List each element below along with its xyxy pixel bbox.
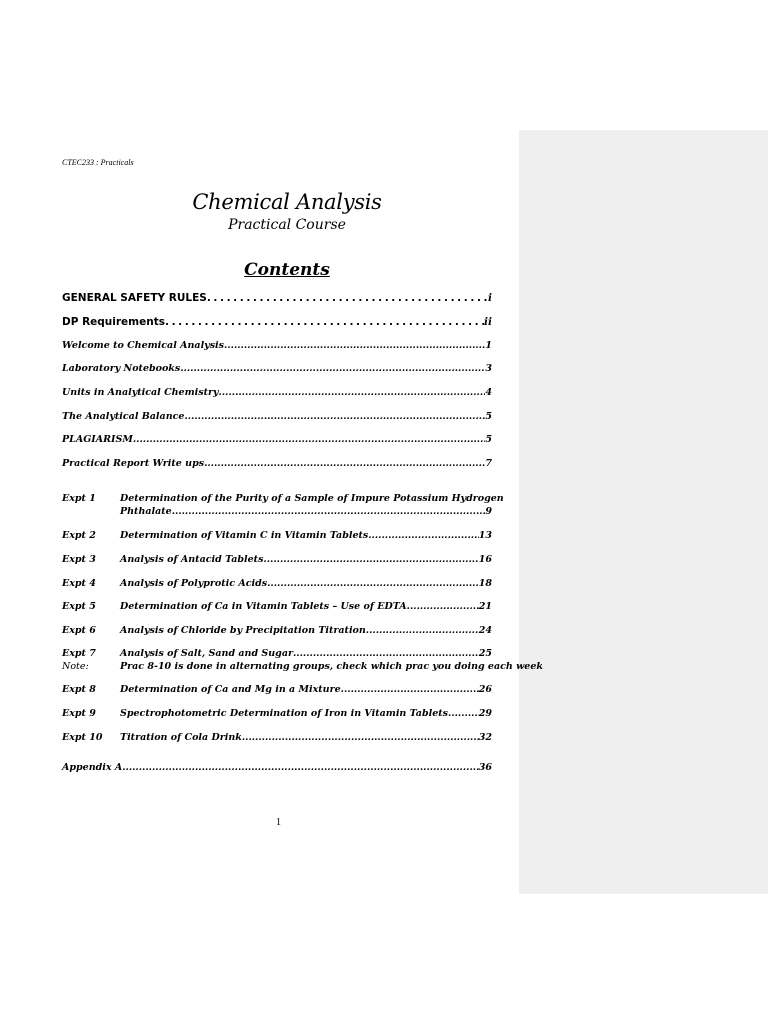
toc-leader [172, 506, 486, 517]
expt-title: Analysis of Antacid Tablets [120, 554, 264, 565]
toc-entry-page: 1 [485, 340, 492, 351]
toc-entry[interactable] [62, 411, 492, 422]
contents-heading: Contents [244, 260, 330, 280]
toc-entry-label: GENERAL SAFETY RULES [62, 292, 207, 304]
toc-leader [368, 530, 479, 541]
toc-entry-page: 25 [478, 648, 492, 659]
toc-entry-page: 24 [478, 625, 492, 636]
toc-expt-entry[interactable] [62, 648, 492, 659]
expt-code: Expt 2 [62, 530, 96, 541]
toc-entry-page: 36 [478, 762, 492, 773]
toc-expt-entry[interactable] [62, 554, 492, 565]
toc-entry-safety[interactable] [62, 292, 492, 304]
toc-entry[interactable] [62, 340, 492, 351]
expt-code: Expt 4 [62, 578, 96, 589]
document-subtitle: Practical Course [228, 217, 346, 233]
expt-title: Determination of Ca in Vitamin Tablets – Use of EDTA [120, 601, 407, 612]
toc-entry-page: 26 [478, 684, 492, 695]
toc-entry-page: 9 [485, 506, 492, 517]
expt-code: Expt 9 [62, 708, 96, 719]
expt-title: Determination of Ca and Mg in a Mixture [120, 684, 341, 695]
toc-entry-page: 29 [478, 708, 492, 719]
expt-title: Analysis of Salt, Sand and Sugar [120, 648, 293, 659]
toc-expt-entry[interactable] [62, 732, 492, 743]
toc-entry-label: The Analytical Balance [62, 411, 185, 422]
expt-title: Titration of Cola Drink [120, 732, 242, 743]
toc-leader [180, 363, 485, 374]
toc-leader [122, 762, 479, 773]
expt-code: Expt 3 [62, 554, 96, 565]
toc-entry-label: Practical Report Write ups [62, 458, 205, 469]
toc-entry-page: 5 [485, 434, 492, 445]
toc-expt-entry[interactable] [62, 625, 492, 636]
toc-entry-page: i [488, 292, 492, 304]
expt-title: Analysis of Polyprotic Acids [120, 578, 268, 589]
toc-entry-page: 7 [485, 458, 492, 469]
comment-margin-pane [519, 130, 768, 894]
toc-entry-dp[interactable] [62, 316, 492, 328]
note-text: Prac 8-10 is done in alternating groups, check which prac you doing each week [120, 661, 543, 672]
running-header: CTEC233 : Practicals [62, 158, 134, 167]
toc-leader [448, 708, 479, 719]
toc-leader [263, 554, 478, 565]
expt-code: Expt 1 [62, 493, 96, 504]
note-label: Note: [62, 661, 89, 672]
toc-note [62, 661, 543, 672]
toc-expt-entry[interactable] [62, 684, 492, 695]
toc-leader [242, 732, 479, 743]
toc-entry-label: Units in Analytical Chemistry [62, 387, 219, 398]
document-title: Chemical Analysis [192, 190, 382, 214]
toc-entry[interactable] [62, 387, 492, 398]
toc-leader [184, 411, 485, 422]
toc-entry-page: 4 [485, 387, 492, 398]
toc-entry-label: Laboratory Notebooks [62, 363, 181, 374]
expt-title: Determination of Vitamin C in Vitamin Tablets [120, 530, 369, 541]
toc-leader [407, 601, 479, 612]
expt-code: Expt 6 [62, 625, 96, 636]
expt-code: Expt 7 [62, 648, 96, 659]
toc-expt-entry[interactable] [62, 708, 492, 719]
toc-leader [204, 458, 485, 469]
toc-entry-label: PLAGIARISM [62, 434, 133, 445]
expt-code: Expt 10 [62, 732, 103, 743]
toc-entry-page: 5 [485, 411, 492, 422]
expt-title: Analysis of Chloride by Precipitation Titration [120, 625, 366, 636]
expt-title: Determination of the Purity of a Sample of Impure Potassium Hydrogen [120, 493, 504, 504]
toc-leader [341, 684, 479, 695]
toc-leader [207, 292, 488, 304]
toc-entry-page: ii [484, 316, 492, 328]
expt-title: Spectrophotometric Determination of Iron in Vitamin Tablets [120, 708, 448, 719]
toc-entry[interactable] [62, 434, 492, 445]
toc-entry-label: DP Requirements [62, 316, 165, 328]
toc-leader [224, 340, 485, 351]
toc-entry-page: 21 [478, 601, 492, 612]
toc-leader [366, 625, 479, 636]
toc-expt-entry[interactable] [62, 530, 492, 541]
toc-expt-entry-continued[interactable] [120, 506, 492, 517]
toc-entry-page: 16 [478, 554, 492, 565]
toc-entry[interactable] [62, 458, 492, 469]
toc-leader [133, 434, 486, 445]
toc-leader [293, 648, 479, 659]
toc-entry[interactable] [62, 363, 492, 374]
toc-leader [267, 578, 479, 589]
toc-leader [165, 316, 484, 328]
expt-code: Expt 8 [62, 684, 96, 695]
toc-expt-entry[interactable] [62, 493, 504, 504]
toc-entry-appendix[interactable] [62, 762, 492, 773]
toc-expt-entry[interactable] [62, 578, 492, 589]
toc-expt-entry[interactable] [62, 601, 492, 612]
page-number: 1 [276, 817, 281, 828]
toc-entry-label: Appendix A [62, 762, 123, 773]
expt-code: Expt 5 [62, 601, 96, 612]
toc-entry-page: 3 [485, 363, 492, 374]
toc-entry-label: Welcome to Chemical Analysis [62, 340, 225, 351]
toc-entry-page: 18 [478, 578, 492, 589]
toc-entry-page: 13 [478, 530, 492, 541]
expt-title-continued: Phthalate [120, 506, 172, 517]
toc-leader [219, 387, 486, 398]
toc-entry-page: 32 [478, 732, 492, 743]
